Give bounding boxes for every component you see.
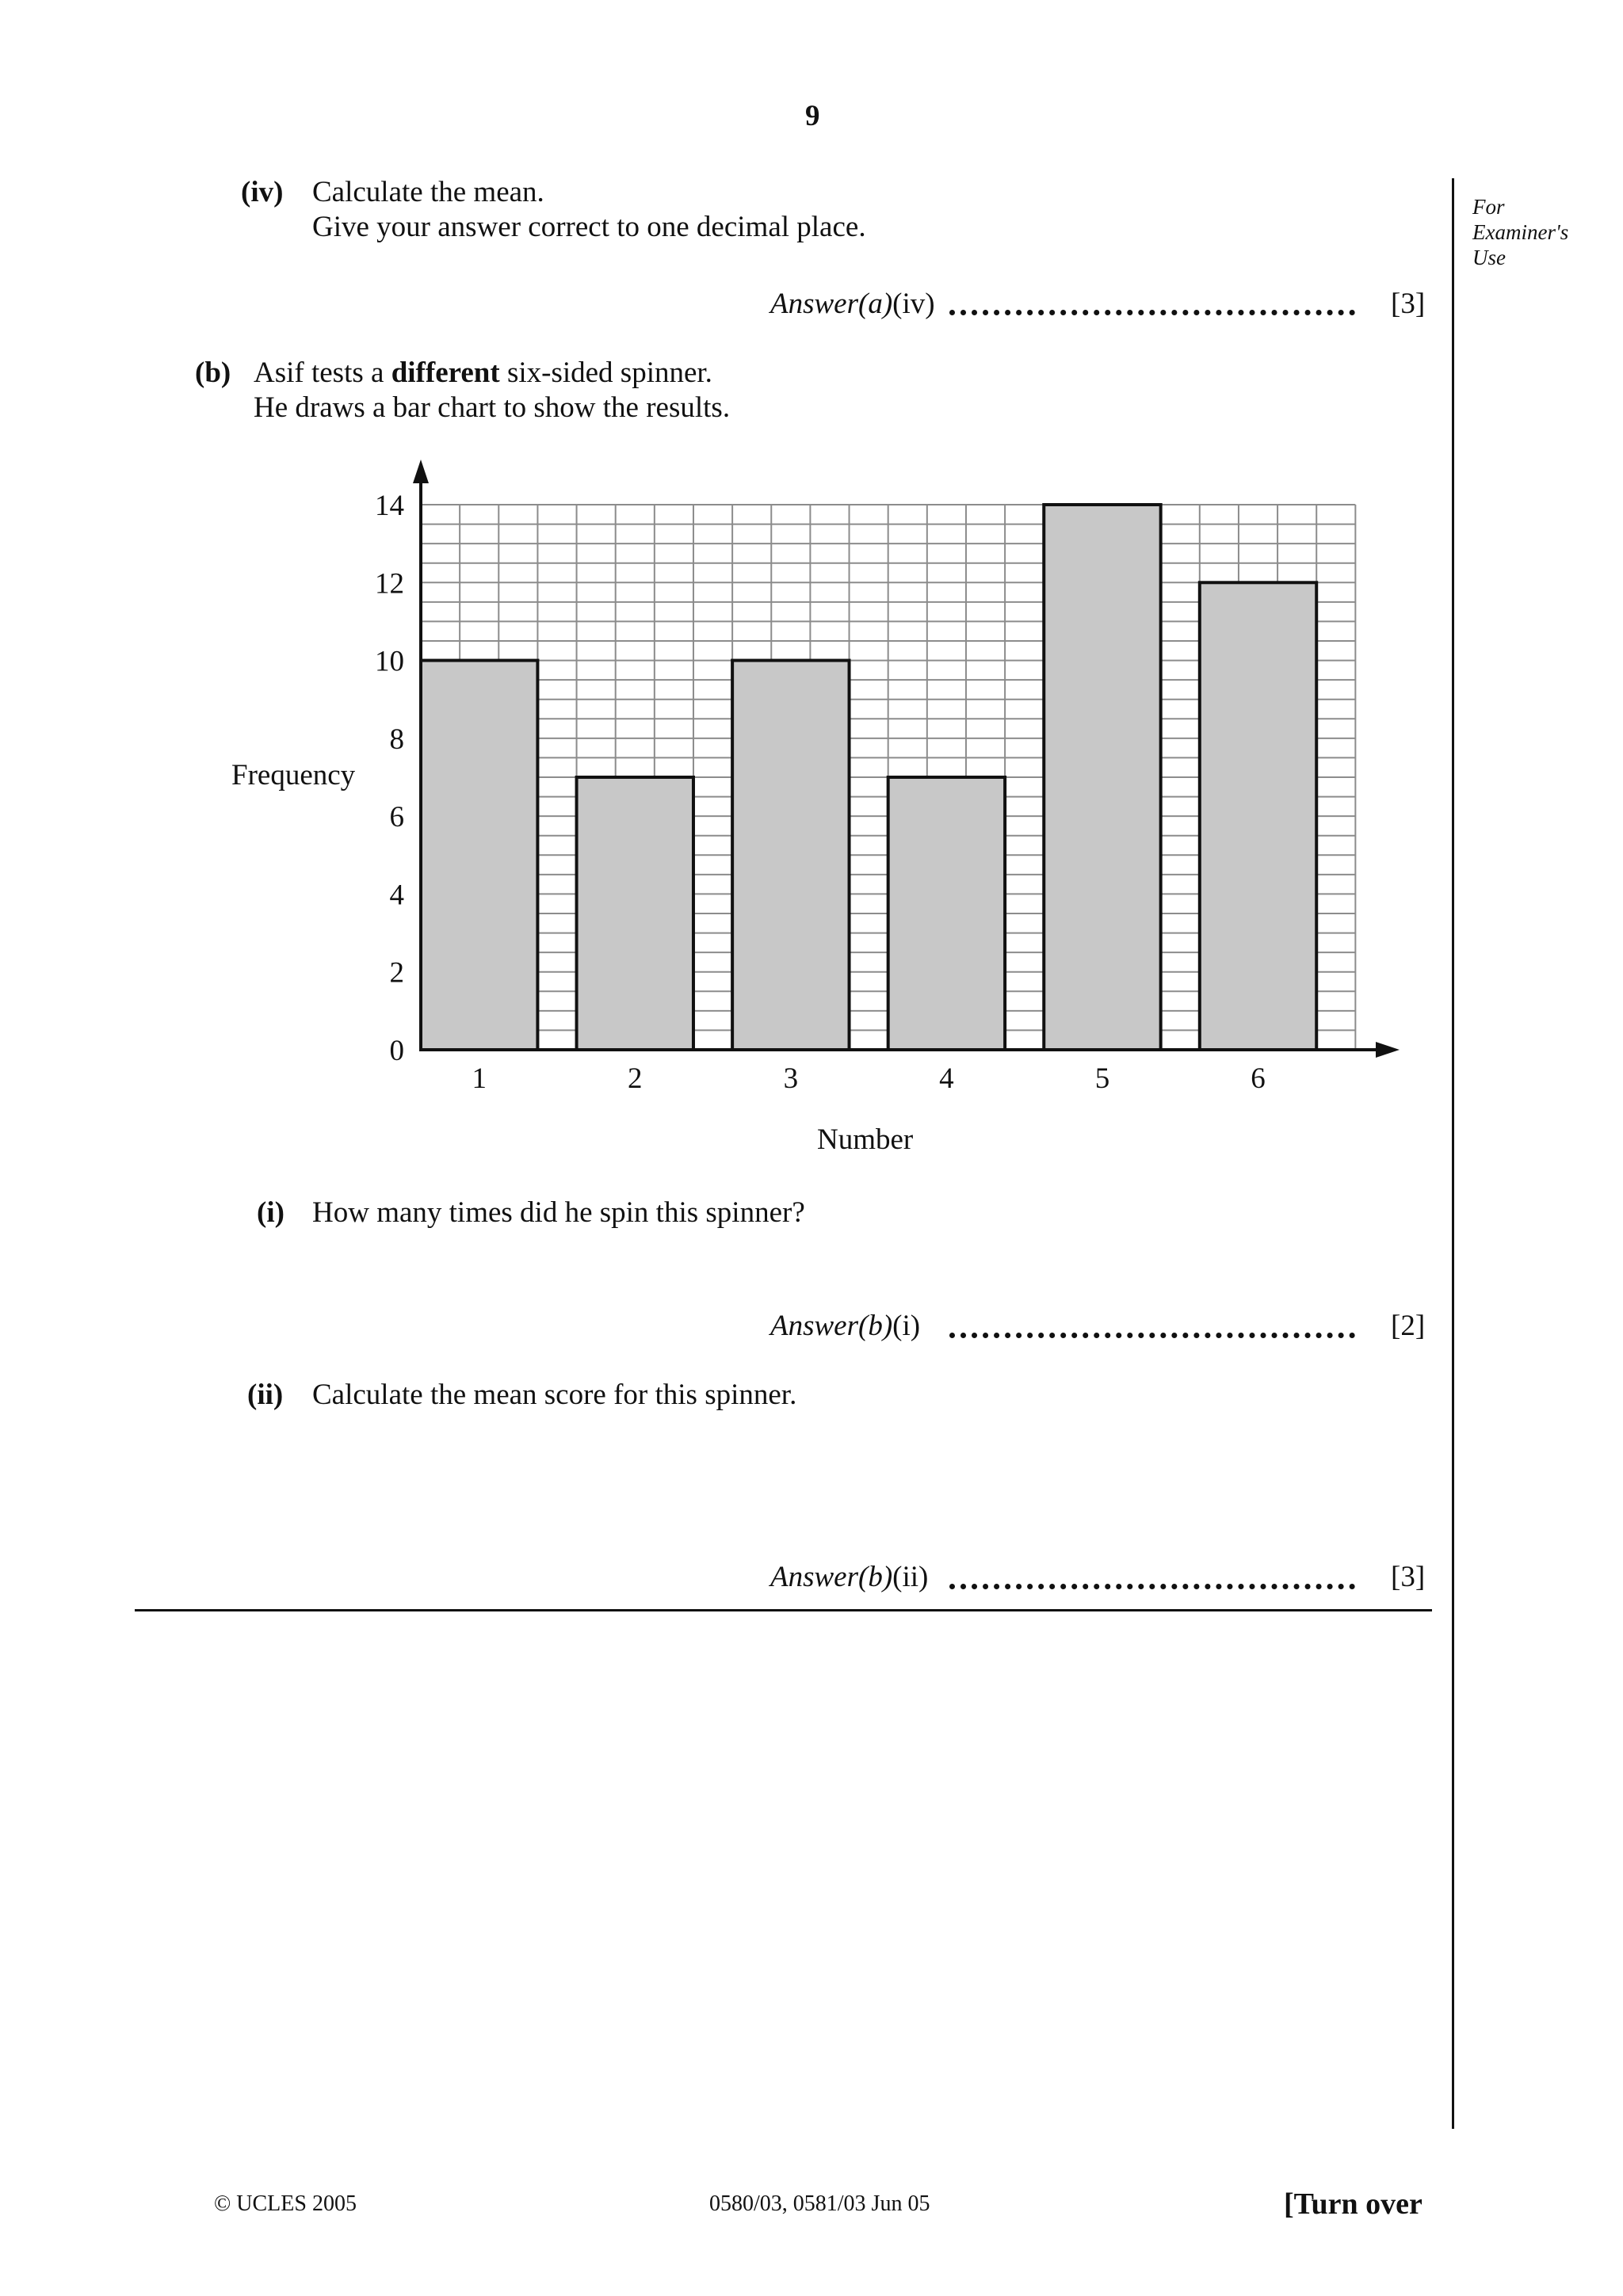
footer-turn-over: [Turn over xyxy=(1284,2187,1423,2221)
question-text-b-ii: Calculate the mean score for this spinner. xyxy=(312,1379,797,1411)
y-tick-label: 2 xyxy=(389,956,404,990)
bar-6 xyxy=(1200,582,1316,1050)
examiner-note-line: For xyxy=(1472,195,1505,219)
answer-label-suffix: (iv) xyxy=(892,288,935,320)
y-tick-label: 12 xyxy=(375,567,404,601)
section-divider xyxy=(135,1609,1432,1611)
y-tick-label: 10 xyxy=(375,645,404,678)
question-text-b-part: Asif tests a xyxy=(254,357,391,389)
question-label-b-i: (i) xyxy=(257,1196,285,1229)
page-number: 9 xyxy=(805,100,820,132)
marks-b-i: [2] xyxy=(1391,1310,1426,1342)
answer-label-prefix: Answer(b) xyxy=(770,1561,893,1593)
question-text-b-line2: He draws a bar chart to show the results. xyxy=(254,391,731,424)
examiner-note-line: Use xyxy=(1472,245,1506,269)
answer-label-b-ii xyxy=(770,1562,928,1592)
question-label-a-iv: (iv) xyxy=(241,176,284,208)
question-text-b-i: How many times did he spin this spinner? xyxy=(312,1196,805,1229)
question-text-b-emphasis: different xyxy=(391,357,500,389)
x-tick-label: 4 xyxy=(939,1062,954,1095)
question-text-a-iv-line2: Give your answer correct to one decimal place. xyxy=(312,211,866,243)
bar-3 xyxy=(732,661,849,1050)
marks-b-ii: [3] xyxy=(1391,1561,1426,1593)
x-tick-label: 1 xyxy=(472,1062,487,1095)
x-axis-arrow-icon xyxy=(1376,1042,1400,1058)
answer-label-b-i xyxy=(770,1311,920,1341)
y-tick-label: 0 xyxy=(389,1035,404,1067)
y-tick-label: 6 xyxy=(389,801,404,834)
x-tick-label: 3 xyxy=(783,1062,799,1095)
y-tick-label: 14 xyxy=(375,490,404,522)
y-axis-arrow-icon xyxy=(413,460,429,483)
bar-1 xyxy=(421,661,537,1050)
bar-2 xyxy=(577,777,693,1050)
x-tick-label: 6 xyxy=(1251,1062,1266,1095)
x-tick-label: 5 xyxy=(1094,1062,1110,1095)
question-text-a-iv-line1: Calculate the mean. xyxy=(312,176,544,208)
y-tick-label: 4 xyxy=(389,879,404,912)
marks-a-iv: [3] xyxy=(1391,288,1426,320)
x-axis-label: Number xyxy=(817,1123,914,1156)
answer-label-prefix: Answer(b) xyxy=(770,1310,893,1342)
bar-4 xyxy=(888,777,1005,1050)
answer-label-suffix: (ii) xyxy=(892,1561,929,1593)
answer-line-b-ii[interactable] xyxy=(949,1584,1355,1589)
x-tick-label: 2 xyxy=(628,1062,643,1095)
question-text-b-part: six-sided spinner. xyxy=(499,357,712,389)
y-axis-label: Frequency xyxy=(231,759,356,791)
question-label-b: (b) xyxy=(195,357,231,389)
y-tick-label: 8 xyxy=(389,723,404,756)
bar-5 xyxy=(1044,505,1160,1050)
footer-copyright: © UCLES 2005 xyxy=(214,2191,357,2216)
footer-paper-code: 0580/03, 0581/03 Jun 05 xyxy=(709,2191,930,2216)
answer-line-b-i[interactable] xyxy=(949,1333,1355,1338)
answer-label-suffix: (i) xyxy=(892,1310,921,1342)
question-label-b-ii: (ii) xyxy=(247,1379,284,1411)
answer-label-prefix: Answer(a) xyxy=(770,288,893,320)
examiner-note-line: Examiner's xyxy=(1472,219,1569,244)
